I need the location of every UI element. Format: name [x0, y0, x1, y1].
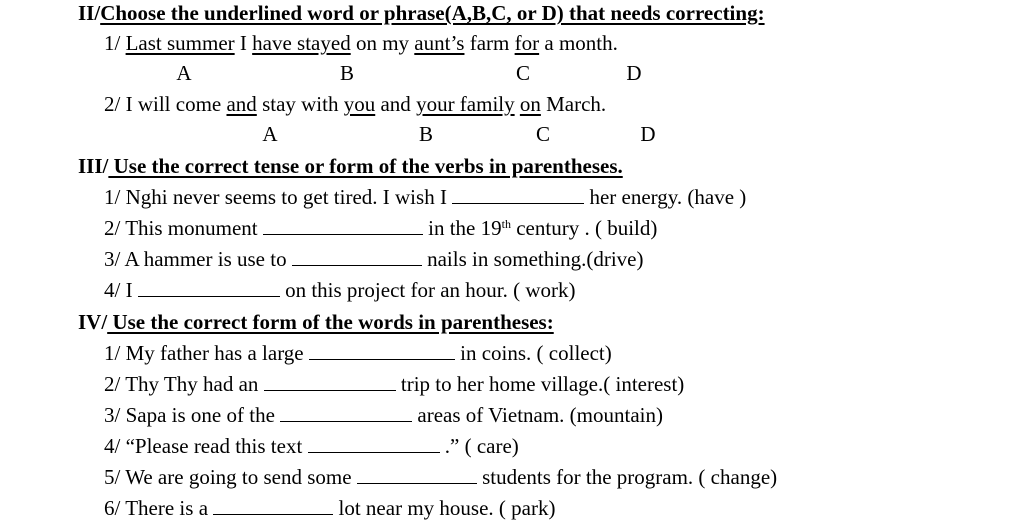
option-b-segment: have stayed — [252, 31, 351, 55]
question-4-6 — [104, 495, 555, 521]
question-2-1 — [104, 30, 618, 56]
section-4-heading — [78, 309, 554, 335]
question-number: 2/ — [104, 92, 126, 116]
question-text: There is a — [125, 496, 214, 520]
option-d-segment: on — [519, 92, 541, 116]
option-letter-c: C — [515, 61, 531, 85]
question-text: “Please read this text — [125, 434, 308, 458]
answer-blank[interactable] — [292, 247, 422, 266]
question-number: 1/ — [104, 185, 126, 209]
question-text: in coins. ( collect) — [454, 341, 612, 365]
answer-blank[interactable] — [308, 434, 440, 453]
option-a-segment: and — [226, 92, 257, 116]
question-4-3 — [104, 402, 663, 428]
question-text: I — [234, 31, 253, 55]
question-text: her energy. (have ) — [584, 185, 747, 209]
question-text: a month. — [539, 31, 618, 55]
question-text: My father has a large — [125, 341, 309, 365]
question-text: areas of Vietnam. (mountain) — [412, 403, 663, 427]
option-d-segment: for — [514, 31, 540, 55]
option-letter-b: B — [418, 122, 434, 146]
option-c-segment: your family — [416, 92, 515, 116]
question-2-2 — [104, 91, 606, 117]
section-4-title: Use the correct form of the words in parentheses: — [107, 310, 554, 334]
question-text: trip to her home village.( interest) — [395, 372, 685, 396]
question-text: A hammer is use to — [124, 247, 292, 271]
question-text: on this project for an hour. ( work) — [279, 278, 576, 302]
question-text: Thy Thy had an — [125, 372, 264, 396]
superscript-th: th — [501, 217, 511, 231]
option-letters-row — [0, 121, 1024, 147]
question-number: 2/ — [104, 216, 126, 240]
answer-blank[interactable] — [357, 465, 477, 484]
section-3-heading — [78, 153, 623, 179]
option-letter-d: D — [626, 61, 642, 85]
question-text: I — [125, 278, 138, 302]
question-text: nails in something.(drive) — [421, 247, 644, 271]
question-3-3 — [104, 246, 643, 272]
option-letter-d: D — [640, 122, 656, 146]
answer-blank[interactable] — [264, 372, 396, 391]
option-a-segment: Last summer — [125, 31, 235, 55]
question-4-2 — [104, 371, 684, 397]
question-text: and — [375, 92, 417, 116]
option-c-segment: aunt’s — [414, 31, 465, 55]
question-text: .” ( care) — [439, 434, 519, 458]
question-text: on my — [350, 31, 415, 55]
question-3-1 — [104, 184, 746, 210]
option-letter-a: A — [262, 122, 278, 146]
question-number: 1/ — [104, 341, 126, 365]
section-3-number: III/ — [78, 154, 109, 178]
question-number: 3/ — [104, 403, 126, 427]
answer-blank[interactable] — [280, 403, 412, 422]
option-letter-c: C — [535, 122, 551, 146]
question-number: 4/ — [104, 278, 126, 302]
question-text: Nghi never seems to get tired. I wish I — [125, 185, 453, 209]
answer-blank[interactable] — [138, 278, 280, 297]
question-text: We are going to send some — [125, 465, 357, 489]
question-text: I will come — [125, 92, 227, 116]
question-text: lot near my house. ( park) — [333, 496, 556, 520]
question-text: Sapa is one of the — [125, 403, 281, 427]
question-number: 3/ — [104, 247, 125, 271]
question-text: This monument — [125, 216, 263, 240]
question-text: March. — [540, 92, 607, 116]
question-text: students for the program. ( change) — [476, 465, 778, 489]
section-2-title: Choose the underlined word or phrase(A,B,C, or D) that needs correcting: — [100, 1, 765, 25]
question-4-4 — [104, 433, 519, 459]
question-4-1 — [104, 340, 612, 366]
question-number: 5/ — [104, 465, 126, 489]
question-3-2 — [104, 215, 657, 241]
section-2-number: II/ — [78, 1, 101, 25]
answer-blank[interactable] — [452, 185, 584, 204]
question-number: 6/ — [104, 496, 126, 520]
question-3-4 — [104, 277, 576, 303]
answer-blank[interactable] — [309, 341, 455, 360]
question-text: farm — [464, 31, 515, 55]
answer-blank[interactable] — [263, 216, 423, 235]
answer-blank[interactable] — [213, 496, 333, 515]
section-4-number: IV/ — [78, 310, 108, 334]
question-text: century . ( build) — [510, 216, 658, 240]
option-letter-a: A — [176, 61, 192, 85]
option-letters-row — [0, 60, 1024, 86]
question-number: 2/ — [104, 372, 126, 396]
question-number: 4/ — [104, 434, 126, 458]
option-letter-b: B — [339, 61, 355, 85]
question-text: in the 19 — [422, 216, 502, 240]
question-4-5 — [104, 464, 777, 490]
option-b-segment: you — [343, 92, 376, 116]
section-3-title: Use the correct tense or form of the verbs in parentheses. — [108, 154, 623, 178]
question-text: stay with — [256, 92, 344, 116]
question-number: 1/ — [104, 31, 126, 55]
section-2-heading — [78, 0, 765, 26]
